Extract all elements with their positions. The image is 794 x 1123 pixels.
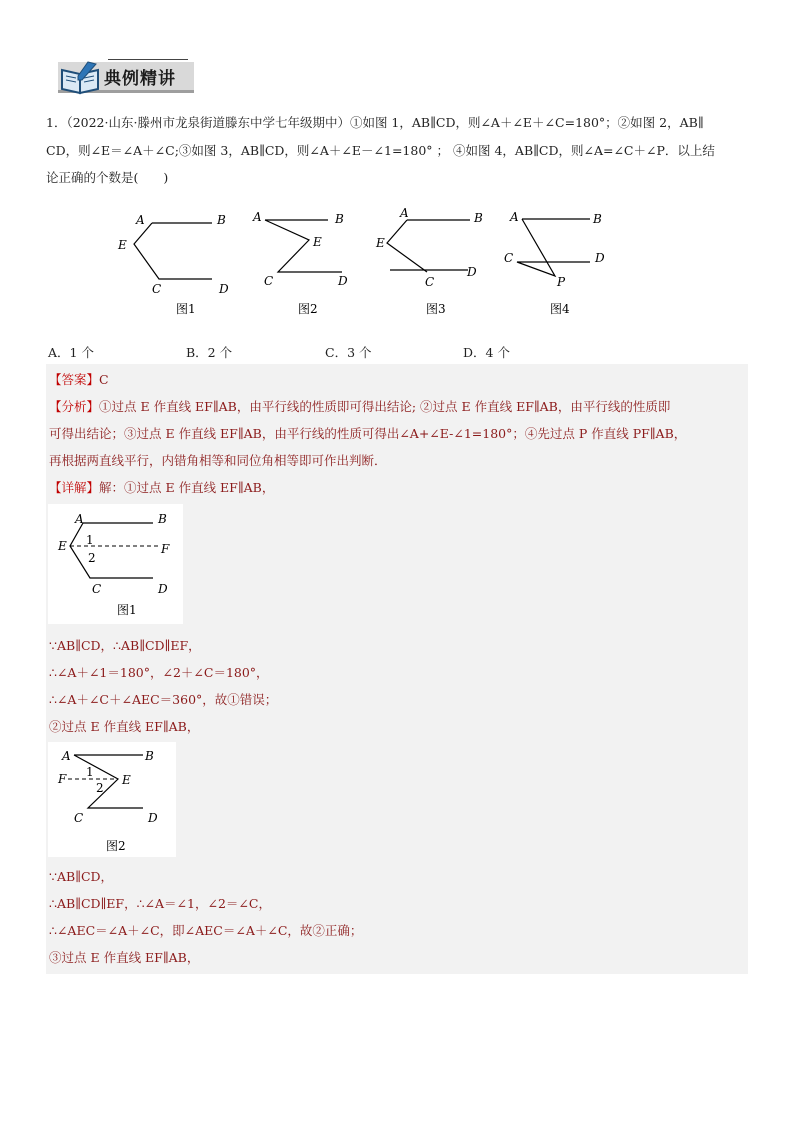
dfig1-caption: 图1 <box>117 603 137 617</box>
section-title: 典例精讲 <box>104 69 176 89</box>
fig4-label-B: B <box>593 212 602 226</box>
dfig2-label-D: D <box>148 811 158 825</box>
fig1-label-A: A <box>136 213 145 227</box>
detail-step-7: ∴∠AEC＝∠A＋∠C，即∠AEC＝∠A＋∠C，故②正确； <box>49 923 363 938</box>
dfig2-label-B: B <box>145 749 154 763</box>
dfig1-label-D: D <box>158 582 168 596</box>
dfig1-label-B: B <box>158 512 167 526</box>
fig2-label-E: E <box>313 235 322 249</box>
detail-text-1: 解：①过点 E 作直线 EF∥AB， <box>99 480 275 495</box>
detail-step-2: ∴∠A＋∠1＝180°，∠2＋∠C＝180°， <box>49 665 269 680</box>
question-line-1: 1．（2022·山东·滕州市龙泉街道滕东中学七年级期中）①如图 1，AB∥CD，则∠A＋∠E＋∠C=180°；②如图 2，AB∥ <box>46 115 704 130</box>
fig3-label-A: A <box>400 206 409 220</box>
fig1-label-C: C <box>152 282 162 296</box>
choice-d: D．4 个 <box>463 345 510 360</box>
detail-step-8: ③过点 E 作直线 EF∥AB， <box>49 950 200 965</box>
fig4-label-C: C <box>504 251 514 265</box>
dfig2-caption: 图2 <box>106 839 126 853</box>
analysis-text-1: ①过点 E 作直线 EF∥AB，由平行线的性质即可得出结论; ②过点 E 作直线 EF∥AB，由平行线的性质即 <box>99 399 671 414</box>
answer-tag: 【答案】 <box>49 372 100 387</box>
fig3-label-C: C <box>425 275 435 289</box>
dfig2-label-E: E <box>122 773 131 787</box>
detail-tag: 【详解】 <box>49 480 100 495</box>
analysis-line-1 <box>49 397 670 415</box>
detail-line-1 <box>49 478 274 496</box>
fig3-label-B: B <box>474 211 483 225</box>
question-line-3: 论正确的个数是( ) <box>46 170 169 185</box>
detail-step-3: ∴∠A＋∠C＋∠AEC＝360°，故①错误； <box>49 692 278 707</box>
detail-figure-1-box <box>48 504 183 624</box>
book-icon <box>58 60 104 96</box>
question-figure-1 <box>112 206 242 321</box>
dfig1-label-C: C <box>92 582 102 596</box>
fig2-caption: 图2 <box>298 302 318 316</box>
dfig2-label-F: F <box>58 772 67 786</box>
header-rule <box>108 59 188 60</box>
analysis-line-3: 再根据两直线平行，内错角相等和同位角相等即可作出判断． <box>49 453 387 468</box>
detail-step-6: ∴AB∥CD∥EF，∴∠A＝∠1，∠2＝∠C， <box>49 896 271 911</box>
dfig1-label-2: 2 <box>88 551 96 565</box>
detail-figure-2 <box>48 742 176 857</box>
question-figure-3 <box>372 206 492 321</box>
fig4-caption: 图4 <box>550 302 570 316</box>
fig1-caption: 图1 <box>176 302 196 316</box>
dfig2-label-C: C <box>74 811 84 825</box>
fig1-label-B: B <box>217 213 226 227</box>
question-figure-4 <box>500 206 620 321</box>
fig2-label-B: B <box>335 212 344 226</box>
fig1-label-E: E <box>118 238 127 252</box>
fig4-label-P: P <box>557 275 566 289</box>
fig3-label-E: E <box>376 236 385 250</box>
dfig2-label-2: 2 <box>96 781 104 795</box>
answer-line <box>49 370 109 388</box>
fig3-label-D: D <box>467 265 477 279</box>
analysis-tag: 【分析】 <box>49 399 100 414</box>
dfig2-label-A: A <box>62 749 71 763</box>
dfig2-label-1: 1 <box>86 765 94 779</box>
dfig1-label-E: E <box>58 539 67 553</box>
fig4-label-D: D <box>595 251 605 265</box>
choice-c: C．3 个 <box>325 345 372 360</box>
fig1-label-D: D <box>219 282 229 296</box>
analysis-line-2: 可得出结论；③过点 E 作直线 EF∥AB，由平行线的性质可得出∠A+∠E-∠1=180°；④先过点 P 作直线 PF∥AB， <box>49 426 687 441</box>
fig2-label-C: C <box>264 274 274 288</box>
detail-step-1: ∵AB∥CD，∴AB∥CD∥EF， <box>49 638 201 653</box>
fig2-label-D: D <box>338 274 348 288</box>
detail-figure-1 <box>48 504 183 624</box>
answer-value: C <box>99 372 109 387</box>
fig2-label-A: A <box>253 210 262 224</box>
choice-b: B．2 个 <box>186 345 233 360</box>
choice-a: A．1 个 <box>48 345 94 360</box>
dfig1-label-F: F <box>161 542 170 556</box>
detail-step-4: ②过点 E 作直线 EF∥AB， <box>49 719 200 734</box>
question-figure-2 <box>248 206 368 321</box>
fig4-label-A: A <box>510 210 519 224</box>
question-line-2: CD，则∠E＝∠A＋∠C;③如图 3，AB∥CD，则∠A＋∠E－∠1=180° ； ④如图 4，AB∥CD，则∠A=∠C＋∠P．以上结 <box>46 143 715 158</box>
dfig1-label-A: A <box>75 512 84 526</box>
detail-step-5: ∵AB∥CD， <box>49 869 114 884</box>
dfig1-label-1: 1 <box>86 533 94 547</box>
fig3-caption: 图3 <box>426 302 446 316</box>
detail-figure-2-box <box>48 742 176 857</box>
